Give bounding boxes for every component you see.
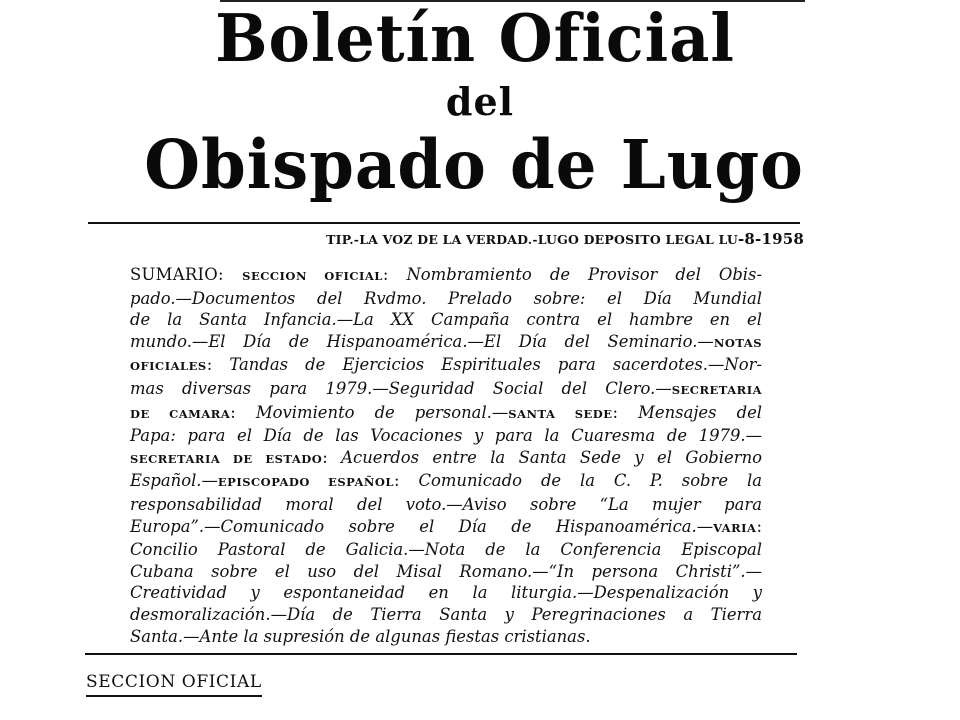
summary-text: Comunicado de la C. P. sobre la bbox=[418, 471, 762, 491]
summary-line bbox=[130, 425, 762, 447]
section-heading: SECCION OFICIAL bbox=[86, 672, 262, 697]
section-label: SECCION OFICIAL bbox=[242, 269, 383, 283]
summary-text: pado.—Documentos del Rvdmo. Prelado sobre: el Día Mundial bbox=[130, 288, 762, 308]
section-label: DE CAMARA bbox=[130, 406, 231, 421]
summary-text: : bbox=[382, 265, 407, 284]
section-label: EPISCOPADO ESPAÑOL bbox=[217, 475, 395, 490]
masthead bbox=[100, 2, 860, 204]
masthead-title-line1: Boletín Oficial bbox=[215, 0, 735, 77]
summary-text: : bbox=[756, 516, 762, 536]
summary-line bbox=[130, 378, 762, 402]
summary-line bbox=[130, 539, 762, 561]
summary-block bbox=[130, 264, 762, 647]
section-label: NOTAS bbox=[713, 335, 762, 350]
summary-label: SUMARIO: bbox=[130, 265, 243, 284]
summary-line bbox=[130, 470, 762, 494]
section-label: VARIA bbox=[713, 520, 757, 535]
summary-line bbox=[130, 331, 762, 355]
summary-text: Santa.—Ante la supresión de algunas fiestas cristianas. bbox=[130, 626, 591, 646]
summary-text: : bbox=[230, 402, 256, 422]
summary-text: responsabilidad moral del voto.—Aviso sobre “La mujer para bbox=[130, 494, 762, 514]
summary-line bbox=[130, 626, 762, 648]
summary-text: de la Santa Infancia.—La XX Campaña contra el hambre en el bbox=[130, 310, 762, 330]
summary-line bbox=[130, 288, 762, 310]
summary-text: Mensajes del bbox=[638, 402, 763, 422]
summary-line bbox=[130, 447, 762, 471]
imprint-line bbox=[88, 230, 804, 248]
summary-line bbox=[130, 354, 762, 378]
summary-line bbox=[130, 402, 762, 426]
summary-text: : bbox=[322, 447, 342, 467]
section-label: SECRETARIA DE ESTADO bbox=[130, 451, 323, 466]
summary-line bbox=[130, 582, 762, 604]
section-label: SECRETARIA bbox=[671, 382, 762, 397]
summary-text: Movimiento de personal.— bbox=[255, 402, 509, 422]
section-label: OFICIALES bbox=[130, 359, 207, 374]
summary-text: mas diversas para 1979.—Seguridad Social del Clero.— bbox=[130, 378, 672, 398]
summary-text: Español.— bbox=[130, 471, 218, 491]
masthead-rule bbox=[88, 222, 800, 224]
summary-line bbox=[130, 516, 762, 540]
summary-text: : bbox=[612, 402, 639, 422]
summary-line bbox=[130, 264, 762, 288]
summary-text: Creatividad y espontaneidad en la liturgia.—Despenalización y bbox=[130, 583, 762, 603]
summary-text: desmoralización.—Día de Tierra Santa y Peregrinaciones a Tierra bbox=[130, 604, 762, 624]
summary-text: : bbox=[394, 471, 419, 491]
summary-text: Papa: para el Día de las Vocaciones y para la Cuaresma de 1979.— bbox=[130, 426, 762, 446]
summary-text: Europa”.—Comunicado sobre el Día de Hispanoamérica.— bbox=[130, 516, 714, 536]
summary-line bbox=[130, 494, 762, 516]
deposit-number: -8-1958 bbox=[737, 230, 804, 248]
summary-text: Acuerdos entre la Santa Sede y el Gobierno bbox=[341, 447, 762, 467]
summary-text: Cubana sobre el uso del Misal Romano.—“In persona Christi”.— bbox=[130, 561, 762, 581]
summary-line bbox=[130, 561, 762, 583]
section-label: SANTA SEDE bbox=[508, 406, 613, 421]
summary-text: : bbox=[206, 355, 230, 375]
summary-text: Tandas de Ejercicios Espirituales para sacerdotes.—Nor- bbox=[229, 355, 762, 375]
section-rule bbox=[85, 653, 797, 655]
summary-line bbox=[130, 309, 762, 331]
masthead-title-line2: del bbox=[445, 79, 515, 124]
imprint-text: TIP.-LA VOZ DE LA VERDAD.-LUGO DEPOSITO LEGAL LU bbox=[326, 232, 738, 247]
summary-line bbox=[130, 604, 762, 626]
masthead-title-line3: Obispado de Lugo bbox=[144, 126, 804, 205]
summary-text: Nombramiento de Provisor del Obis- bbox=[406, 265, 763, 284]
summary-text: Concilio Pastoral de Galicia.—Nota de la Conferencia Episcopal bbox=[130, 540, 762, 560]
summary-text: mundo.—El Día de Hispanoamérica.—El Día del Seminario.— bbox=[130, 331, 714, 351]
